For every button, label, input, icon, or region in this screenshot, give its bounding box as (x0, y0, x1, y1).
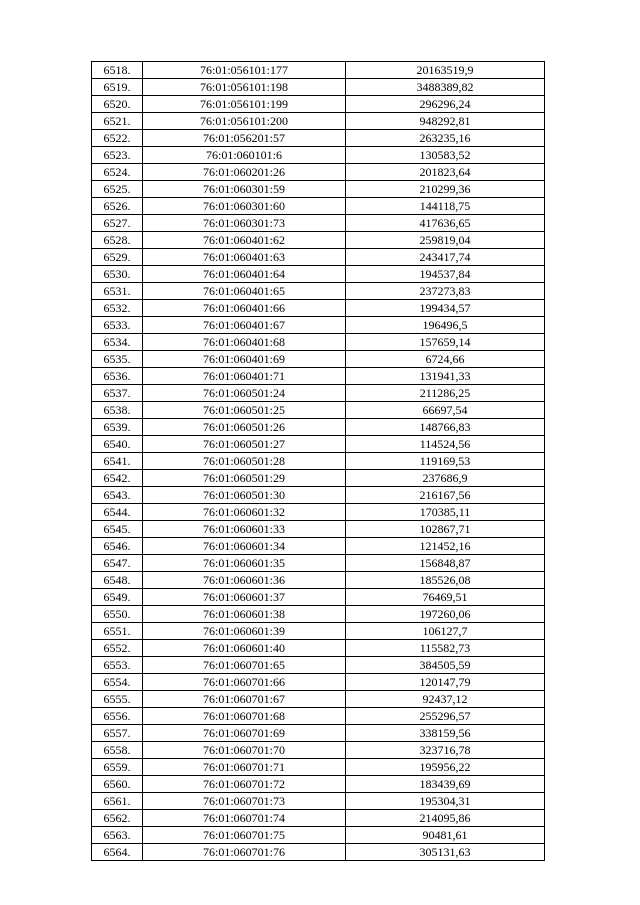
row-number-cell: 6558. (92, 742, 143, 759)
cadastral-number-cell: 76:01:060401:67 (143, 317, 346, 334)
table-row (92, 657, 545, 674)
table-row (92, 487, 545, 504)
cadastral-value-cell: 214095,86 (346, 810, 545, 827)
cadastral-number-cell: 76:01:060601:36 (143, 572, 346, 589)
row-number-cell: 6526. (92, 198, 143, 215)
row-number-cell: 6522. (92, 130, 143, 147)
cadastral-value-cell: 148766,83 (346, 419, 545, 436)
cadastral-value-cell: 183439,69 (346, 776, 545, 793)
table-row (92, 385, 545, 402)
cadastral-number-cell: 76:01:060701:75 (143, 827, 346, 844)
cadastral-value-cell: 237273,83 (346, 283, 545, 300)
cadastral-number-cell: 76:01:060501:30 (143, 487, 346, 504)
cadastral-value-cell: 130583,52 (346, 147, 545, 164)
cadastral-value-cell: 102867,71 (346, 521, 545, 538)
cadastral-value-cell: 255296,57 (346, 708, 545, 725)
cadastral-value-cell: 6724,66 (346, 351, 545, 368)
cadastral-number-cell: 76:01:060701:68 (143, 708, 346, 725)
row-number-cell: 6564. (92, 844, 143, 861)
row-number-cell: 6557. (92, 725, 143, 742)
row-number-cell: 6518. (92, 62, 143, 79)
table-row (92, 708, 545, 725)
cadastral-number-cell: 76:01:056101:177 (143, 62, 346, 79)
cadastral-number-cell: 76:01:060601:33 (143, 521, 346, 538)
cadastral-value-cell: 121452,16 (346, 538, 545, 555)
table-row (92, 266, 545, 283)
cadastral-number-cell: 76:01:060401:63 (143, 249, 346, 266)
cadastral-number-cell: 76:01:060501:24 (143, 385, 346, 402)
cadastral-value-cell: 243417,74 (346, 249, 545, 266)
cadastral-number-cell: 76:01:056101:199 (143, 96, 346, 113)
cadastral-value-cell: 201823,64 (346, 164, 545, 181)
table-row (92, 674, 545, 691)
row-number-cell: 6527. (92, 215, 143, 232)
cadastral-value-cell: 76469,51 (346, 589, 545, 606)
cadastral-number-cell: 76:01:060501:26 (143, 419, 346, 436)
table-row (92, 300, 545, 317)
table-row (92, 232, 545, 249)
row-number-cell: 6546. (92, 538, 143, 555)
row-number-cell: 6551. (92, 623, 143, 640)
table-row (92, 606, 545, 623)
table-row (92, 793, 545, 810)
row-number-cell: 6538. (92, 402, 143, 419)
table-row (92, 419, 545, 436)
row-number-cell: 6525. (92, 181, 143, 198)
cadastral-value-cell: 131941,33 (346, 368, 545, 385)
table-row (92, 776, 545, 793)
cadastral-value-cell: 323716,78 (346, 742, 545, 759)
row-number-cell: 6547. (92, 555, 143, 572)
cadastral-value-cell: 259819,04 (346, 232, 545, 249)
table-row (92, 589, 545, 606)
row-number-cell: 6521. (92, 113, 143, 130)
cadastral-value-cell: 120147,79 (346, 674, 545, 691)
table-body (92, 62, 545, 861)
cadastral-value-cell: 263235,16 (346, 130, 545, 147)
cadastral-value-cell: 20163519,9 (346, 62, 545, 79)
table-row (92, 113, 545, 130)
table-row (92, 725, 545, 742)
cadastral-number-cell: 76:01:060601:37 (143, 589, 346, 606)
cadastral-value-cell: 305131,63 (346, 844, 545, 861)
cadastral-number-cell: 76:01:060401:62 (143, 232, 346, 249)
cadastral-number-cell: 76:01:060701:73 (143, 793, 346, 810)
table-row (92, 96, 545, 113)
cadastral-number-cell: 76:01:060701:69 (143, 725, 346, 742)
row-number-cell: 6561. (92, 793, 143, 810)
cadastral-number-cell: 76:01:056101:200 (143, 113, 346, 130)
table-row (92, 436, 545, 453)
table-row (92, 198, 545, 215)
table-row (92, 249, 545, 266)
table-row (92, 368, 545, 385)
row-number-cell: 6523. (92, 147, 143, 164)
row-number-cell: 6531. (92, 283, 143, 300)
cadastral-value-cell: 196496,5 (346, 317, 545, 334)
cadastral-value-cell: 216167,56 (346, 487, 545, 504)
cadastral-number-cell: 76:01:060201:26 (143, 164, 346, 181)
cadastral-number-cell: 76:01:060401:71 (143, 368, 346, 385)
row-number-cell: 6543. (92, 487, 143, 504)
cadastral-value-table (91, 61, 545, 861)
cadastral-value-cell: 115582,73 (346, 640, 545, 657)
row-number-cell: 6542. (92, 470, 143, 487)
cadastral-number-cell: 76:01:060701:66 (143, 674, 346, 691)
row-number-cell: 6552. (92, 640, 143, 657)
table-row (92, 334, 545, 351)
cadastral-value-cell: 156848,87 (346, 555, 545, 572)
row-number-cell: 6555. (92, 691, 143, 708)
row-number-cell: 6559. (92, 759, 143, 776)
table-row (92, 62, 545, 79)
cadastral-number-cell: 76:01:060501:29 (143, 470, 346, 487)
cadastral-number-cell: 76:01:056201:57 (143, 130, 346, 147)
cadastral-number-cell: 76:01:060601:40 (143, 640, 346, 657)
cadastral-number-cell: 76:01:060701:67 (143, 691, 346, 708)
table-row (92, 640, 545, 657)
cadastral-value-cell: 211286,25 (346, 385, 545, 402)
cadastral-number-cell: 76:01:060401:69 (143, 351, 346, 368)
table-row (92, 470, 545, 487)
table-row (92, 691, 545, 708)
cadastral-value-cell: 338159,56 (346, 725, 545, 742)
cadastral-value-cell: 197260,06 (346, 606, 545, 623)
row-number-cell: 6529. (92, 249, 143, 266)
table-row (92, 521, 545, 538)
cadastral-value-cell: 237686,9 (346, 470, 545, 487)
table-row (92, 453, 545, 470)
cadastral-value-cell: 90481,61 (346, 827, 545, 844)
table-row (92, 623, 545, 640)
row-number-cell: 6554. (92, 674, 143, 691)
table-row (92, 181, 545, 198)
row-number-cell: 6534. (92, 334, 143, 351)
cadastral-number-cell: 76:01:060701:70 (143, 742, 346, 759)
table-row (92, 810, 545, 827)
cadastral-value-cell: 948292,81 (346, 113, 545, 130)
row-number-cell: 6544. (92, 504, 143, 521)
cadastral-number-cell: 76:01:060701:65 (143, 657, 346, 674)
cadastral-number-cell: 76:01:060401:64 (143, 266, 346, 283)
row-number-cell: 6533. (92, 317, 143, 334)
cadastral-value-cell: 417636,65 (346, 215, 545, 232)
row-number-cell: 6548. (92, 572, 143, 589)
cadastral-value-cell: 170385,11 (346, 504, 545, 521)
cadastral-number-cell: 76:01:060501:27 (143, 436, 346, 453)
row-number-cell: 6532. (92, 300, 143, 317)
table-row (92, 759, 545, 776)
cadastral-number-cell: 76:01:060101:6 (143, 147, 346, 164)
row-number-cell: 6524. (92, 164, 143, 181)
cadastral-number-cell: 76:01:060301:60 (143, 198, 346, 215)
cadastral-value-cell: 92437,12 (346, 691, 545, 708)
cadastral-value-cell: 195304,31 (346, 793, 545, 810)
row-number-cell: 6539. (92, 419, 143, 436)
cadastral-value-cell: 185526,08 (346, 572, 545, 589)
cadastral-value-cell: 144118,75 (346, 198, 545, 215)
table-row (92, 317, 545, 334)
cadastral-value-cell: 384505,59 (346, 657, 545, 674)
row-number-cell: 6550. (92, 606, 143, 623)
cadastral-number-cell: 76:01:060501:25 (143, 402, 346, 419)
cadastral-value-cell: 66697,54 (346, 402, 545, 419)
table-row (92, 351, 545, 368)
table-row (92, 572, 545, 589)
cadastral-value-cell: 3488389,82 (346, 79, 545, 96)
cadastral-number-cell: 76:01:060401:66 (143, 300, 346, 317)
cadastral-number-cell: 76:01:060601:38 (143, 606, 346, 623)
table-row (92, 827, 545, 844)
row-number-cell: 6535. (92, 351, 143, 368)
cadastral-value-cell: 106127,7 (346, 623, 545, 640)
table-row (92, 538, 545, 555)
table-row (92, 742, 545, 759)
table-row (92, 130, 545, 147)
row-number-cell: 6549. (92, 589, 143, 606)
cadastral-number-cell: 76:01:060401:65 (143, 283, 346, 300)
cadastral-value-cell: 210299,36 (346, 181, 545, 198)
row-number-cell: 6537. (92, 385, 143, 402)
document-page (91, 61, 543, 861)
row-number-cell: 6563. (92, 827, 143, 844)
cadastral-number-cell: 76:01:060601:34 (143, 538, 346, 555)
cadastral-value-cell: 114524,56 (346, 436, 545, 453)
row-number-cell: 6530. (92, 266, 143, 283)
table-row (92, 164, 545, 181)
table-row (92, 147, 545, 164)
cadastral-number-cell: 76:01:060601:39 (143, 623, 346, 640)
row-number-cell: 6556. (92, 708, 143, 725)
row-number-cell: 6560. (92, 776, 143, 793)
cadastral-number-cell: 76:01:060601:32 (143, 504, 346, 521)
row-number-cell: 6536. (92, 368, 143, 385)
table-row (92, 215, 545, 232)
cadastral-number-cell: 76:01:060301:59 (143, 181, 346, 198)
cadastral-number-cell: 76:01:060701:71 (143, 759, 346, 776)
cadastral-value-cell: 199434,57 (346, 300, 545, 317)
cadastral-value-cell: 194537,84 (346, 266, 545, 283)
row-number-cell: 6562. (92, 810, 143, 827)
cadastral-number-cell: 76:01:060301:73 (143, 215, 346, 232)
table-row (92, 555, 545, 572)
table-row (92, 402, 545, 419)
cadastral-number-cell: 76:01:060501:28 (143, 453, 346, 470)
cadastral-value-cell: 195956,22 (346, 759, 545, 776)
row-number-cell: 6545. (92, 521, 143, 538)
table-row (92, 283, 545, 300)
row-number-cell: 6540. (92, 436, 143, 453)
row-number-cell: 6553. (92, 657, 143, 674)
cadastral-value-cell: 119169,53 (346, 453, 545, 470)
cadastral-number-cell: 76:01:056101:198 (143, 79, 346, 96)
cadastral-number-cell: 76:01:060601:35 (143, 555, 346, 572)
row-number-cell: 6520. (92, 96, 143, 113)
cadastral-number-cell: 76:01:060401:68 (143, 334, 346, 351)
cadastral-number-cell: 76:01:060701:72 (143, 776, 346, 793)
row-number-cell: 6519. (92, 79, 143, 96)
row-number-cell: 6541. (92, 453, 143, 470)
row-number-cell: 6528. (92, 232, 143, 249)
table-row (92, 79, 545, 96)
cadastral-value-cell: 157659,14 (346, 334, 545, 351)
table-row (92, 504, 545, 521)
cadastral-number-cell: 76:01:060701:74 (143, 810, 346, 827)
cadastral-value-cell: 296296,24 (346, 96, 545, 113)
table-row (92, 844, 545, 861)
cadastral-number-cell: 76:01:060701:76 (143, 844, 346, 861)
